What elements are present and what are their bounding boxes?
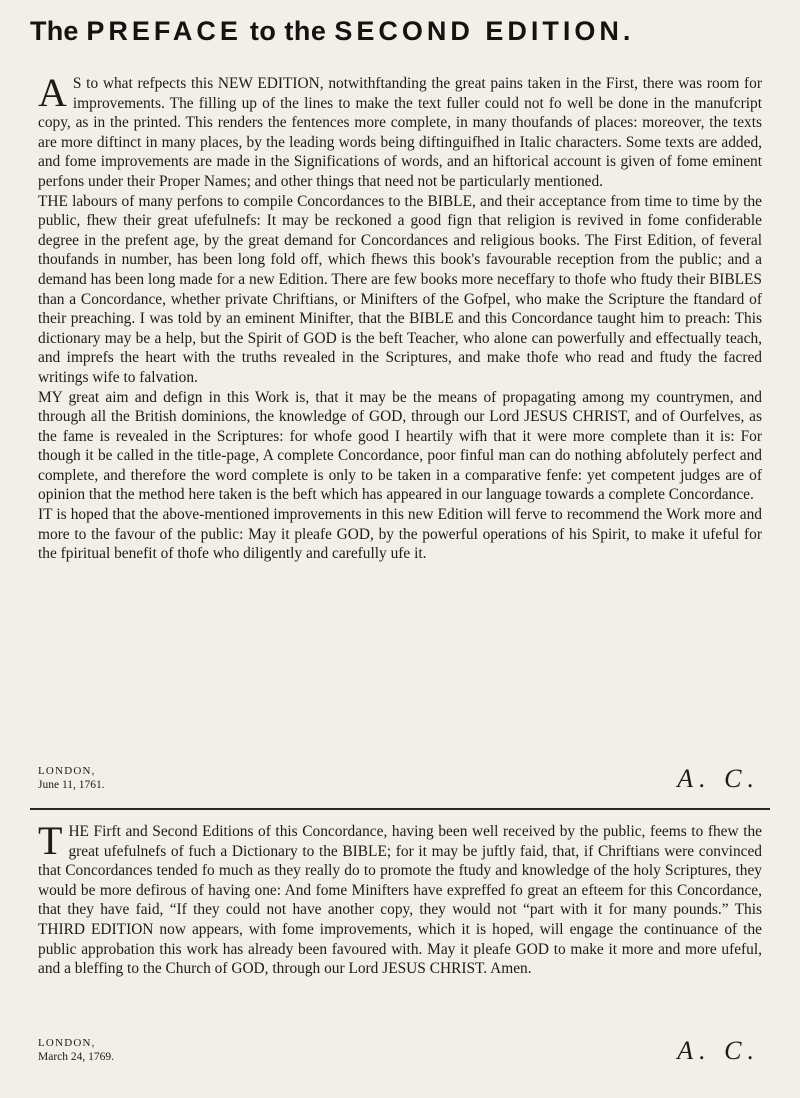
paragraph-new-edition	[38, 70, 762, 192]
paragraph-third-edition	[38, 818, 762, 979]
signoff-date-third: March 24, 1769.	[38, 1051, 115, 1063]
second-edition-preface	[38, 70, 762, 564]
page-title	[30, 16, 780, 47]
title-second-edition: SECOND EDITION.	[334, 16, 635, 46]
third-edition-preface	[38, 818, 762, 979]
signoff-place: LONDON,	[38, 765, 96, 777]
paragraph-third-edition-text: HE Firft and Second Editions of this Concordance, having been well received by the public, feems to fhew the great ufefulnefs of fuch a Dictionary to the BIBLE; for it may be juftly faid, that, if Chriftians were convinced that Concordances tended fo much as they really do to promote the ftudy and knowledge of the holy Scriptures, they would be more defirous of having one: And fome Minifters have expreffed fo great an efteem for this Concordance, that they have faid, “If they could not have another copy, they would not “part with it for many pounds.” This THIRD EDITION now appears, with fome improvements, which it is hoped, will engage the continuance of the public approbation this work has already been favoured with. May it pleafe GOD to make it more and more ufeful, and a bleffing to the Church of GOD, through our Lord JESUS CHRIST. Amen.	[38, 823, 762, 978]
signoff-date: June 11, 1761.	[38, 779, 105, 791]
dropcap-t: T	[38, 818, 63, 863]
paragraph-new-edition-text: S to what refpects this NEW EDITION, notwithftanding the great pains taken in the First, there was room for improvements. The filling up of the lines to make the text fuller could not fo well be done in the manufcript copy, as in the printed. This renders the fentences more complete, in many thoufands of places: moreover, the texts are more diftinct in many places, by the leading words being diftinguifhed in Italic characters. Some texts are added, and fome improvements are made in the Significations of words, and an hiftorical account is given of fome eminent perfons under their Proper Names; and other things that need not be particularly mentioned.	[38, 75, 762, 190]
paragraph-it-is-hoped: IT is hoped that the above-mentioned improvements in this new Edition will ferve to recommend the Work more and more to the favour of the public: May it pleafe GOD, by the powerful operations of his Spirit, to make it ufeful for the fpiritual benefit of thofe who diligently and carefully ufe it.	[38, 506, 762, 563]
signoff-initials: A. C.	[677, 764, 760, 793]
second-edition-signoff	[38, 764, 762, 798]
title-preface: PREFACE	[86, 16, 242, 46]
third-edition-signoff	[38, 1036, 762, 1070]
paragraph-labours: THE labours of many perfons to compile Concordances to the BIBLE, and their acceptance from time to time by the public, fhew their great ufefulnefs: It may be reckoned a good fign that religion is revived in fome confiderable degree in the prefent age, by the great demand for Concordances and religious books. The First Edition, of feveral thoufands in number, has been long fold off, which fhews this book's favourable reception from the public; and a demand has been long made for a new Edition. There are few books more neceffary to thofe who ftudy their BIBLES than a Concordance, whether private Chriftians, or Minifters of the Gofpel, who make the Scripture the ftandard of their preaching. I was told by an eminent Minifter, that the BIBLE and this Concordance taught him to preach: This dictionary may be a help, but the Spirit of GOD is the beft Teacher, who alone can powerfully and effectually teach, and imprefs the heart with the truths revealed in the Scriptures, and make thofe who read and ftudy the facred writings wife to falvation.	[38, 192, 762, 386]
signoff-initials-third: A. C.	[677, 1036, 760, 1065]
title-to-the: to the	[241, 16, 335, 46]
title-the: The	[30, 16, 87, 46]
section-divider	[30, 808, 770, 810]
paragraph-great-aim: MY great aim and defign in this Work is, that it may be the means of propagating among my countrymen, and through all the British dominions, the knowledge of GOD, through our Lord JESUS CHRIST, and of Ourfelves, as the fame is revealed in the Scriptures: for whofe good I heartily wifh that it were more complete than it is: For though it be called in the title-page, A complete Concordance, poor finful man can do nothing abfolutely perfect and complete, and therefore the word complete is only to be taken in a comparative fenfe: yet competent judges are of opinion that the method here taken is the beft which has appeared in our language towards a complete Concordance.	[38, 388, 762, 504]
signoff-place-third: LONDON,	[38, 1037, 96, 1049]
dropcap-a: A	[38, 70, 67, 115]
